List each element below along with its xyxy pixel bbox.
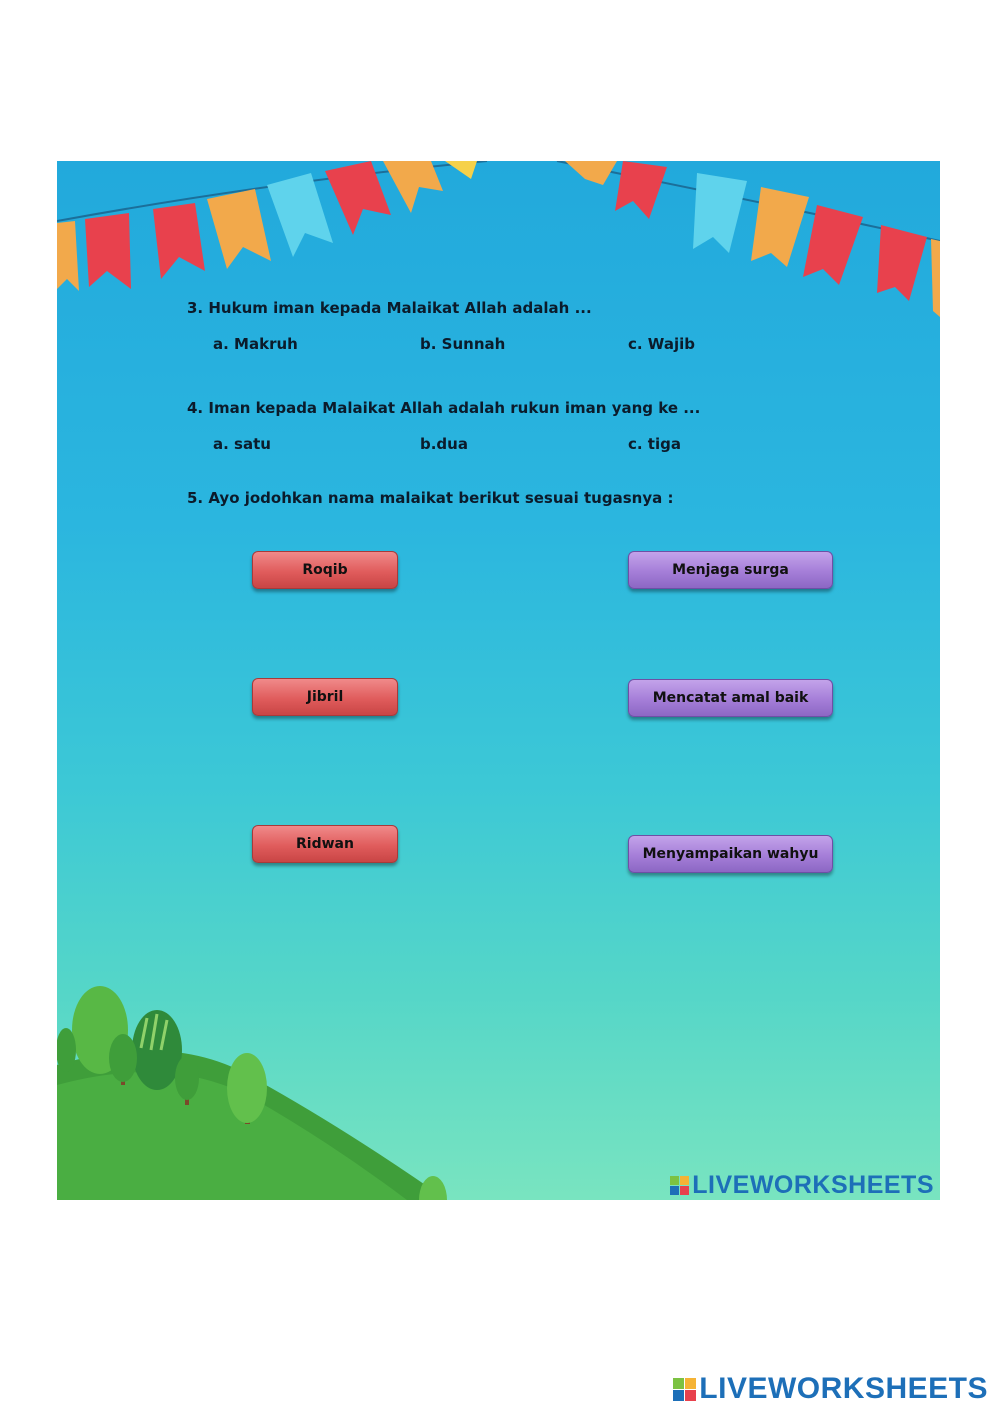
match-right-mencatat-amal-baik[interactable]: Mencatat amal baik (628, 679, 833, 717)
match-left-ridwan[interactable]: Ridwan (252, 825, 398, 863)
q4-option-c: c. tiga (628, 435, 681, 453)
match-left-roqib[interactable]: Roqib (252, 551, 398, 589)
q4-option-b: b.dua (420, 435, 468, 453)
q4-option-a: a. satu (213, 435, 271, 453)
liveworksheets-wordmark-inner: LIVEWORKSHEETS (692, 1171, 934, 1199)
liveworksheets-wordmark-page: LIVEWORKSHEETS (699, 1372, 988, 1405)
worksheet-page (57, 161, 940, 1200)
q3-option-a: a. Makruh (213, 335, 298, 353)
match-left-jibril[interactable]: Jibril (252, 678, 398, 716)
match-right-menyampaikan-wahyu[interactable]: Menyampaikan wahyu (628, 835, 833, 873)
match-right-menjaga-surga[interactable]: Menjaga surga (628, 551, 833, 589)
q3-option-c: c. Wajib (628, 335, 695, 353)
bunting-decoration (57, 161, 940, 321)
liveworksheets-logo-inner (670, 1171, 934, 1200)
question-3: 3. Hukum iman kepada Malaikat Allah adalah ... (187, 299, 592, 317)
q3-option-b: b. Sunnah (420, 335, 506, 353)
liveworksheets-logo-icon (670, 1176, 689, 1195)
liveworksheets-logo-icon (673, 1378, 696, 1401)
question-4: 4. Iman kepada Malaikat Allah adalah rukun iman yang ke ... (187, 399, 701, 417)
liveworksheets-logo-page (673, 1372, 988, 1406)
question-5: 5. Ayo jodohkan nama malaikat berikut sesuai tugasnya : (187, 489, 674, 507)
hill-illustration (57, 970, 940, 1200)
